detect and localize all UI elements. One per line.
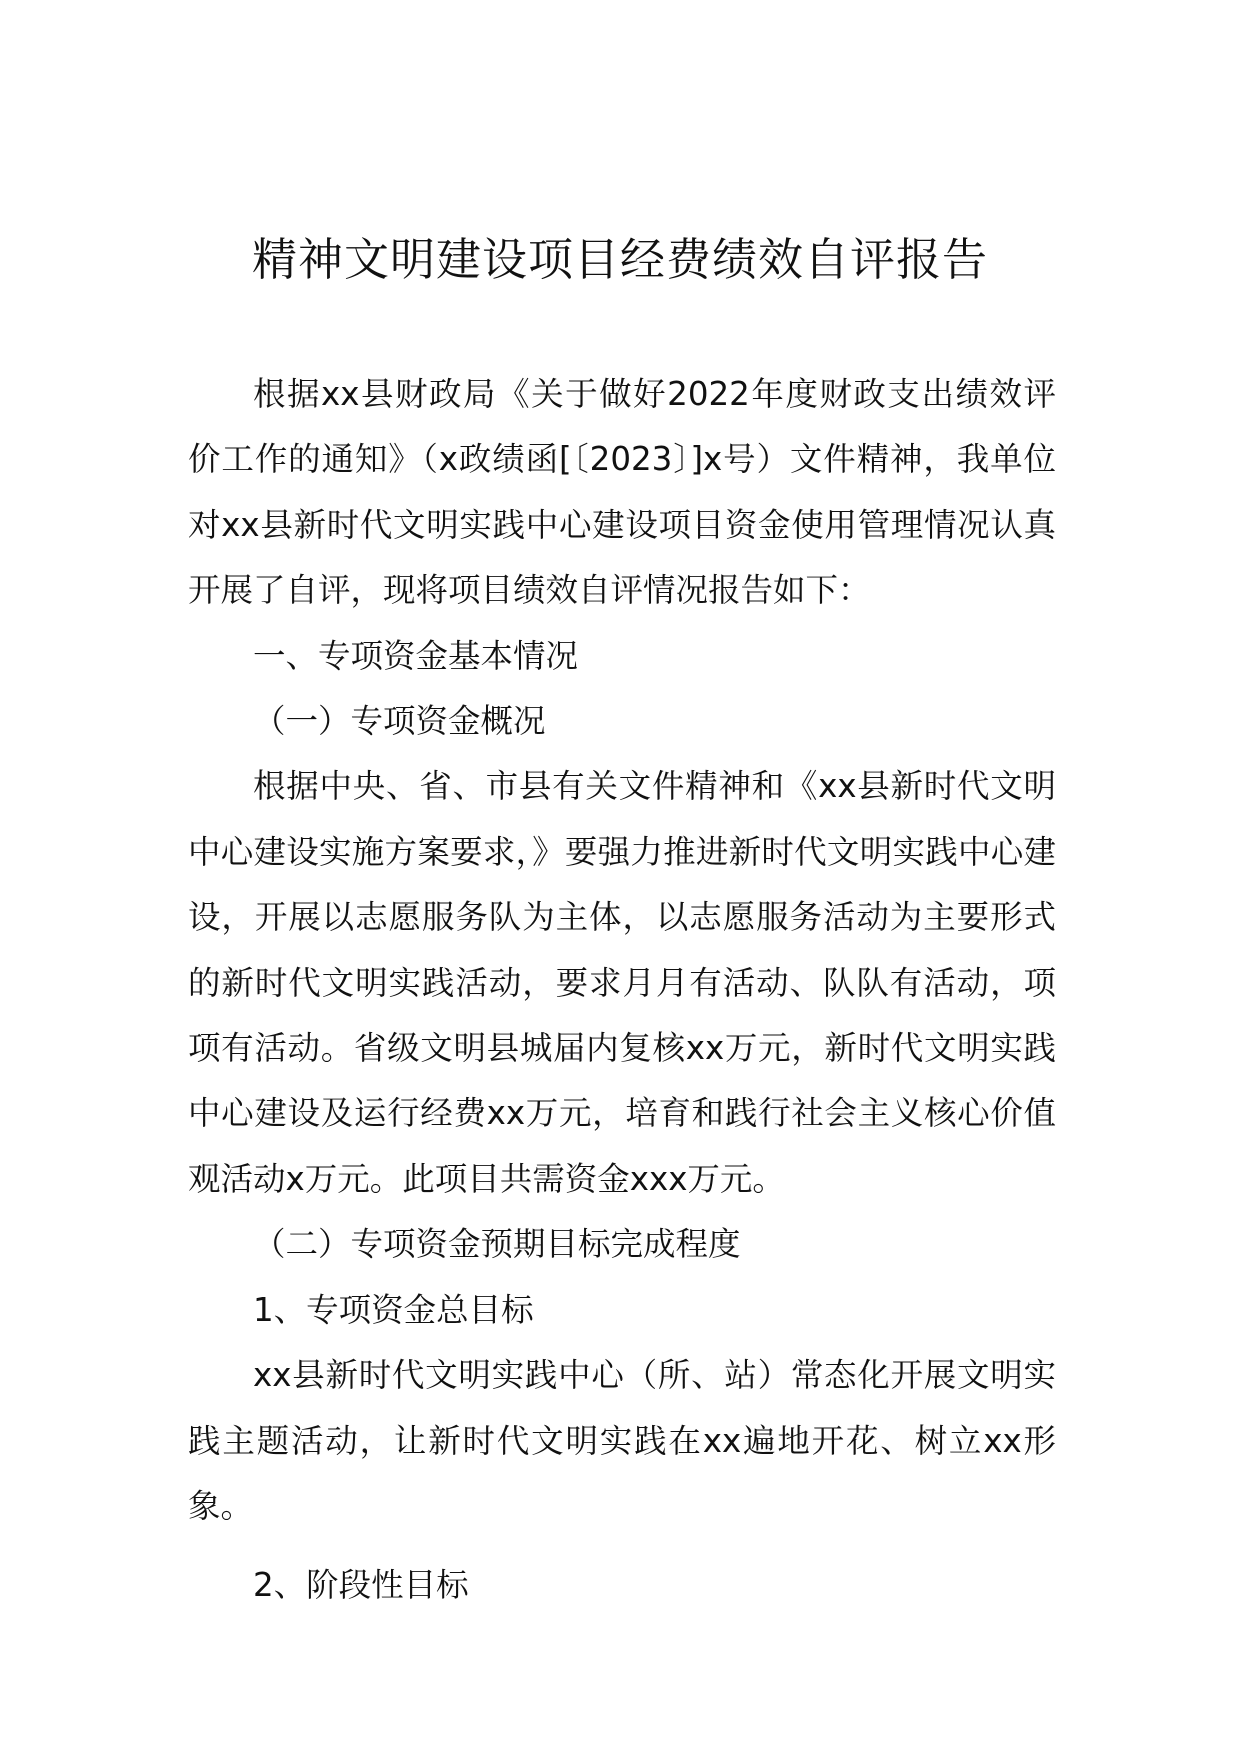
- section-1-1-paragraph: 根据中央、省、市县有关文件精神和《xx县新时代文明中心建设实施方案要求，》要强力推进新时代文明实践中心建设，开展以志愿服务队为主体，以志愿服务活动为主要形式的新时代文明实践活动，要求月月有活动、队队有活动，项项有活动。省级文明县城届内复核xx万元，新时代文明实践中心建设及运行经费xx万元，培育和践行社会主义核心价值观活动x万元。此项目共需资金xxx万元。: [188, 767, 1056, 1198]
- document-body: [188, 362, 1056, 1619]
- section-1-2-heading: （二）专项资金预期目标完成程度: [253, 1225, 741, 1264]
- section-1-heading: 一、专项资金基本情况: [253, 636, 579, 675]
- item-1-paragraph: xx县新时代文明实践中心（所、站）常态化开展文明实践主题活动，让新时代文明实践在xx遍地开花、树立xx形象。: [188, 1356, 1056, 1525]
- item-1-heading: 1、专项资金总目标: [253, 1290, 534, 1329]
- intro-paragraph: 根据xx县财政局《关于做好2022年度财政支出绩效评价工作的通知》（x政绩函[〔2023〕]x号）文件精神，我单位对xx县新时代文明实践中心建设项目资金使用管理情况认真开展了自评，现将项目绩效自评情况报告如下：: [188, 375, 1056, 610]
- item-2-heading: 2、阶段性目标: [253, 1566, 469, 1605]
- document-title: 精神文明建设项目经费绩效自评报告: [251, 233, 988, 286]
- section-1-1-heading: （一）专项资金概况: [253, 702, 546, 741]
